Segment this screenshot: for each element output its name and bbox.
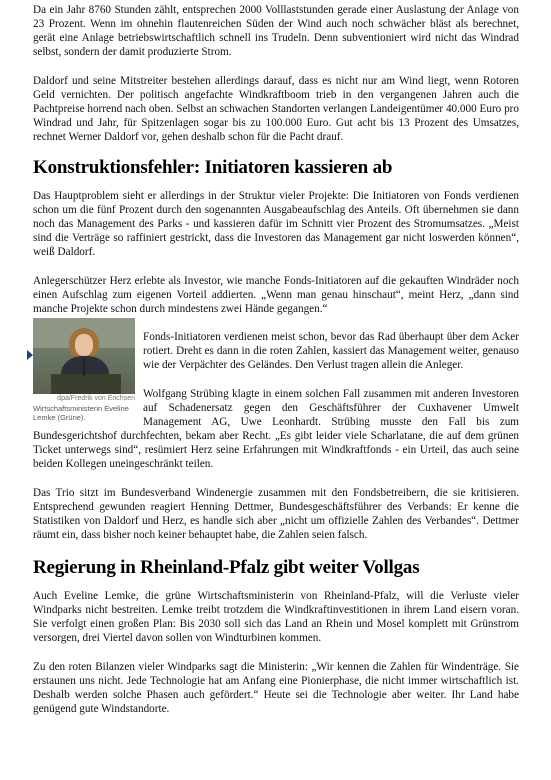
paragraph-volllaststunden: Da ein Jahr 8760 Stunden zählt, entsprechen 2000 Volllaststunden gerade einer Auslastung der Anlage von 23 Prozent. Wenn im ohnehin flautenreichen Süden der Wind auch noch schwächer bläst als berechnet, gerät eine Anlage betriebswirtschaftlich schnell ins Trudeln. Denn subventioniert wird nicht das Windrad selbst, sondern der damit produzierte Strom. [33,4,519,58]
article-photo-figure[interactable] [33,318,135,422]
paragraph-fonds-initiatoren: Fonds-Initiatoren verdienen meist schon, bevor das Rad überhaupt über dem Acker rotiert. Dreht es dann in die roten Zahlen, kassiert das Management weiter, genauso wie der Verpächter des Geländes. Den Verlust tragen allein die Anleger. [143,331,519,371]
paragraph-ministerin-bilanzen: Zu den roten Bilanzen vieler Windparks sagt die Ministerin: „Wir kennen die Zahlen für Windenträge. Sie erstaunen uns nicht. Jede Technologie hat am Anfang eine Pionierphase, die nicht immer wirtschaftlich ist. Deshalb werden solche Phasen auch gefördert.“ Heute sei die Technologie aber weiter. Ihr Land habe genügend gute Windstandorte. [33,661,519,715]
photo-caption: Wirtschaftsministerin Eveline Lemke (Grüne). [33,404,129,422]
photo-credit: dpa/Fredrik von Erichsen [57,395,135,402]
paragraph-pachtpreise: Daldorf und seine Mitstreiter bestehen allerdings darauf, dass es nicht nur am Wind liegt, wenn Rotoren Geld vernichten. Der politisch angefachte Windkraftboom trieb in den vergangenen Jahren auch die Pachtpreise horrend nach oben. Selbst an schwachen Standorten verlangen Landeigentümer 40.000 Euro pro Windrad und Jahr, für Spitzenlagen sogar bis zu 100.000 Euro. Gut acht bis 13 Prozent des Umsatzes, rechnet Werner Daldorf vor, gehen deshalb schon für die Pacht drauf. [33,75,519,143]
section-heading-rheinland-pfalz: Regierung in Rheinland-Pfalz gibt weiter Vollgas [33,557,420,578]
section-heading-konstruktionsfehler: Konstruktionsfehler: Initiatoren kassieren ab [33,157,393,178]
paragraph-eveline-lemke: Auch Eveline Lemke, die grüne Wirtschaftsministerin von Rheinland-Pfalz, will die Verluste vieler Windparks nicht bestreiten. Lemke treibt trotzdem die Windkraftinvestitionen in ihrem Land eisern voran. Sie verfolgt einen großen Plan: Bis 2030 soll sich das Land an Rhein und Mosel komplett mit Grünstrom versorgen, drei Viertel davon sollen von Windturbinen kommen. [33,590,519,644]
photo-minister-at-podium[interactable] [33,318,135,394]
paragraph-struebing: Wolfgang Strübing klagte in einem solchen Fall zusammen mit anderen Investoren auf Schadenersatz gegen den Geschäftsführer der Cuxhavener Umwelt Management AG, Uwe Leonhardt. Strübing musste den Fall bis zum Bundesgerichtshof durchfechten, bekam aber Recht. „Es gibt leider viele Scharlatane, die auf dem grünen Ticket unterwegs sind“, resümiert Herz seine Erfahrungen mit Windkraftfonds - ein Urteil, das auch seine beiden Kollegen uneingeschränkt teilen. [33,388,519,470]
paragraph-trio: Das Trio sitzt im Bundesverband Windenergie zusammen mit den Fondsbetreibern, die sie kritisieren. Entsprechend gewunden reagiert Henning Dettmer, Bundesgeschäftsführer des Verbands: Er kenne die Statistiken von Daldorf und Herz, es handle sich aber „nicht um offizielle Zahlen des Verbandes“. Dettmer räumt ein, dass bisher noch keiner behauptet habe, die Zahlen seien falsch. [33,487,519,541]
gallery-arrow-icon[interactable] [27,350,33,360]
article-page [33,0,519,716]
paragraph-hauptproblem: Das Hauptproblem sieht er allerdings in der Struktur vieler Projekte: Die Initiatoren von Fonds verdienen schon um die fünf Prozent durch den sogenannten Ausgabeaufschlag des Anteils. Oft übernehmen sie dann noch das Management des Parks - und kassieren dafür im Schnitt vier Prozent des Stromumsatzes. „Meist sind die Verträge so raffiniert gestrickt, dass die Investoren das Management gar nicht loswerden können“, weiß Daldorf. [33,190,519,258]
paragraph-anlegerschuetzer: Anlegerschützer Herz erlebte als Investor, wie manche Fonds-Initiatoren auf die gekauften Windräder noch einen Aufschlag zum eigenen Vorteil addierten. „Wenn man genau hinschaut“, meint Herz, „dann sind manche Projekte schon durch mindestens zwei Hände gegangen.“ [33,275,519,315]
